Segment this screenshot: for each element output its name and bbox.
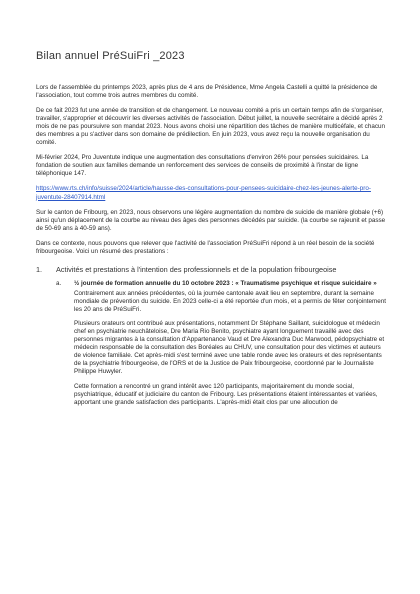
document-title: Bilan annuel PréSuiFri _2023 (36, 50, 185, 62)
subsection-paragraph: Plusieurs orateurs ont contribué aux présentations, notamment Dr Stéphane Saillant, suicidologue et médecin chef en psychiatrie neuchâteloise, Dre Maria Rio Benito, psychiatre ayant longuement travaillé avec des personnes migrantes à la consultation d'Appartenance Vaud et Dre Alexandra Duc Marwood, pédopsychiatre et médecin responsable de la consultation des Boréales au CHUV, une consultation pour des victimes et auteurs de violence familiale. Cet après-midi s'est terminé avec une table ronde avec les orateurs et des représentants de la psychiatrie fribourgeoise, de l'ORS et de la Justice de Paix fribourgeoise, coordonné par le Journaliste Philippe Huwyler. (74, 320, 385, 376)
transition-paragraph: De ce fait 2023 fut une année de transition et de changement. Le nouveau comité a pris un certain temps afin de s'organiser, travailler, s'approprier et découvrir les diverses activités de l'association. Début juillet, la nouvelle secrétaire a décidé après 2 mois de ne pas poursuivre son mandat 2023. Nous avons choisi une répartition des tâches de manière multicéfale, et chacun des membres a pu s'activer dans son domaine de prédilection. En juin 2023, vous avez reçu la nouvelle organisation du comité. (36, 107, 385, 147)
subsection-body (74, 290, 388, 407)
context-paragraph: Dans ce contexte, nous pouvons que relever que l'activité de l'association PréSuiFri répond à un réel besoin de la société fribourgeoise. Voici un résumé des prestations : (36, 239, 375, 255)
subsection (56, 280, 388, 407)
fribourg-statistics-paragraph: Sur le canton de Fribourg, en 2023, nous observons une légère augmentation du nombre de suicide de manière globale (+6) ainsi qu'un déplacement de la courbe au niveau des âges des personnes décédés par suicide. (la courbe se rajeunit et passe de 50-69 ans à 40-59 ans). (36, 208, 386, 232)
section-title: Activités et prestations à l'intention des professionnels et de la population fribourgeoise (56, 264, 337, 274)
article-link-paragraph (36, 185, 388, 201)
subsection-letter: a. (56, 280, 62, 287)
subsection-heading (56, 280, 388, 288)
subsection-paragraph: Contrairement aux années précédentes, où la journée cantonale avait lieu en septembre, durant la semaine mondiale de prévention du suicide. En 2023 celle-ci a été reportée d'un mois, et a permis de fêter conjointement les 20 ans de PréSuiFri. (74, 290, 387, 314)
subsection-title: ½ journée de formation annuelle du 10 octobre 2023 : « Traumatisme psychique et risque suicidaire » (74, 280, 377, 287)
pro-juventute-paragraph: Mi-février 2024, Pro Juventute indique une augmentation des consultations d'environ 26% pour pensées suicidaires. La fondation de soutien aux familles demande un renforcement des services de conseils de proximité à l'instar de ligne téléphonique 147. (36, 154, 369, 178)
subsection-paragraph: Cette formation a rencontré un grand intérêt avec 120 participants, majoritairement du monde social, psychiatrique, éducatif et judiciaire du canton de Fribourg. Les présentations étaient intéressantes et variées, apportant une grande satisfaction des participants. L'après-midi était clos par une allocution de (74, 382, 378, 406)
document-body (36, 84, 388, 413)
section-number: 1. (36, 264, 43, 274)
intro-paragraph: Lors de l'assemblée du printemps 2023, après plus de 4 ans de Présidence, Mme Angela Castelli a quitté la présidence de l'association, tout comme trois autres membres du comité. (36, 84, 378, 100)
section-heading (36, 265, 388, 274)
article-link[interactable]: https://www.rts.ch/info/suisse/2024/article/hausse-des-consultations-pour-pensees-suicidaire-chez-les-jeunes-alerte-pro-juventute-28407914.html (36, 185, 371, 201)
